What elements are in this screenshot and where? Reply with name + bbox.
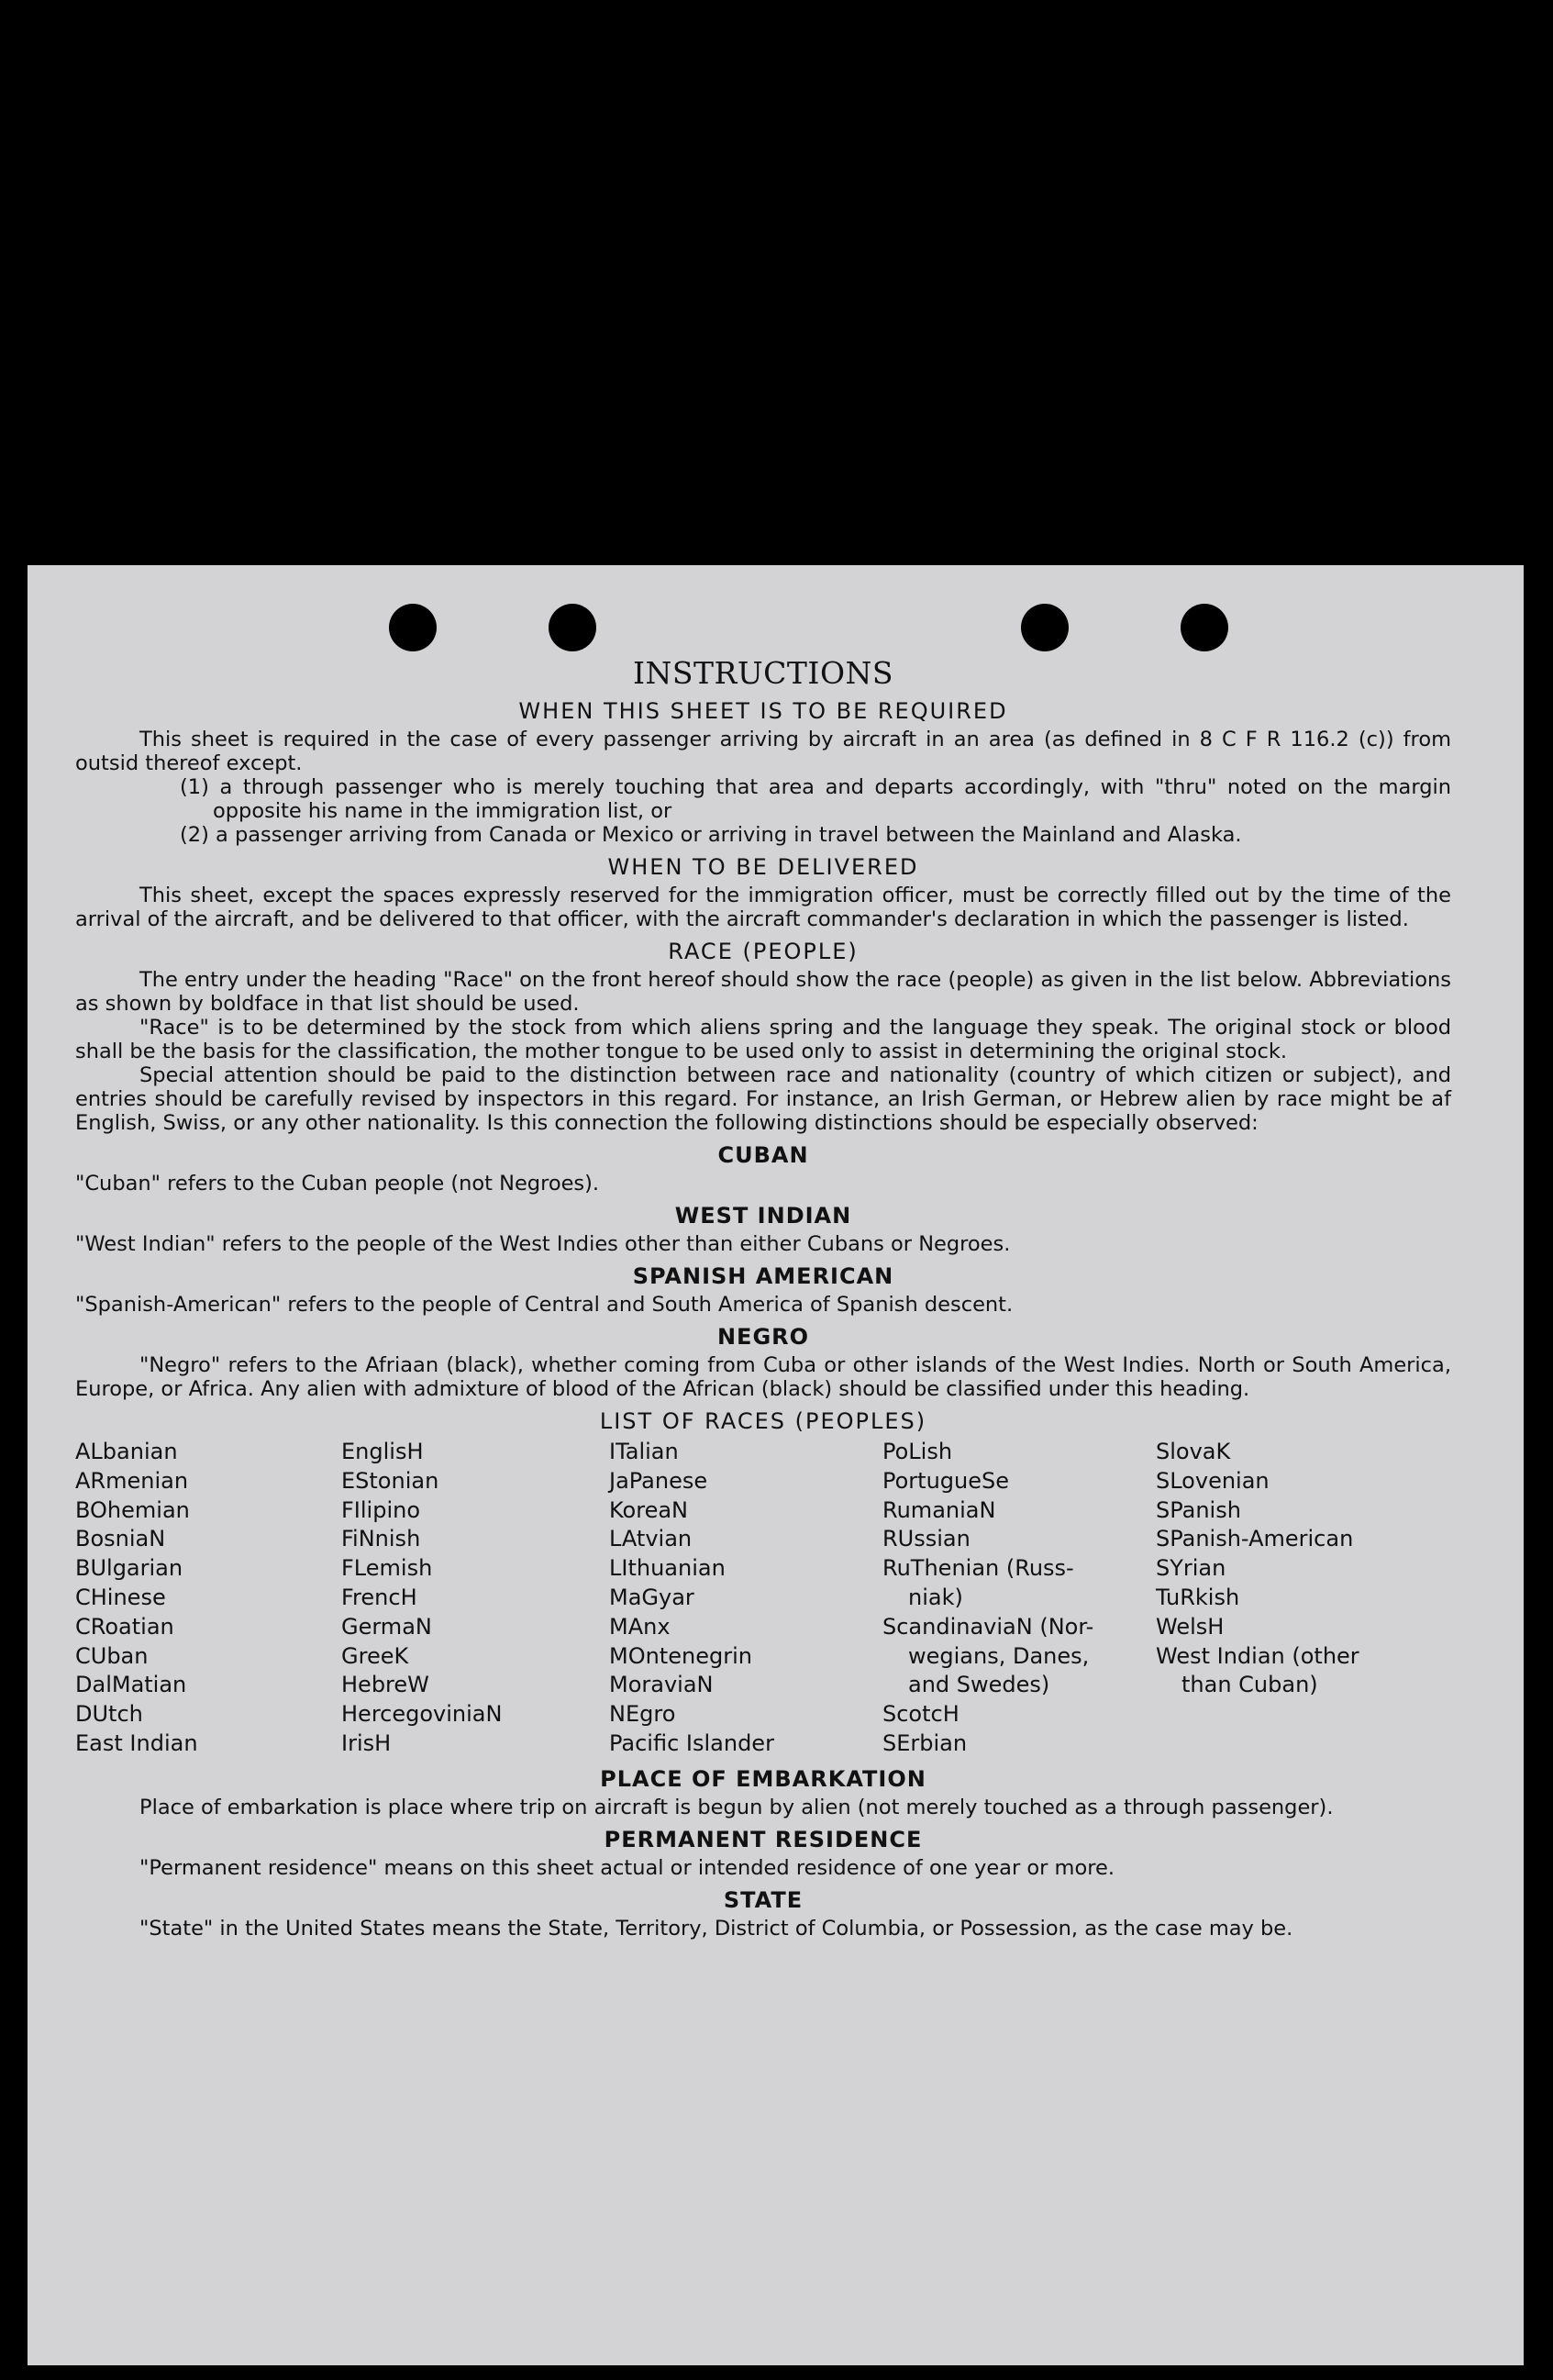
race-entry: SlovaK bbox=[1156, 1439, 1231, 1464]
race-entry: HercegoviniaN bbox=[341, 1701, 503, 1728]
section-heading: PERMANENT RESIDENCE bbox=[604, 1826, 923, 1852]
section-heading: RACE (PEOPLE) bbox=[668, 939, 859, 964]
race-list bbox=[75, 1438, 1451, 1759]
race-entry: ITalian bbox=[609, 1439, 679, 1464]
race-entry: East Indian bbox=[75, 1729, 198, 1756]
section-heading: SPANISH AMERICAN bbox=[632, 1263, 894, 1289]
paragraph: This sheet, except the spaces expressly reserved for the immigration officer, must be correctly filled out by the time of the arrival of the aircraft, and be delivered to that officer, with the aircraft commander's declaration in which the passenger is listed. bbox=[75, 884, 1451, 931]
race-entry: IrisH bbox=[341, 1729, 392, 1756]
race-entry: LAtvian bbox=[609, 1526, 693, 1552]
section-heading: LIST OF RACES (PEOPLES) bbox=[599, 1408, 927, 1434]
race-entry: SPanish bbox=[1156, 1496, 1241, 1523]
race-entry: FrencH bbox=[341, 1584, 417, 1610]
race-column bbox=[882, 1438, 1156, 1759]
race-entry: ALbanian bbox=[75, 1439, 178, 1464]
race-column bbox=[75, 1438, 341, 1759]
race-entry: SYrian bbox=[1156, 1555, 1226, 1582]
race-entry: FLemish bbox=[341, 1555, 433, 1582]
race-entry: wegians, Danes, bbox=[908, 1642, 1090, 1669]
race-entry: KoreaN bbox=[609, 1496, 688, 1523]
race-entry: PortugueSe bbox=[882, 1467, 1009, 1494]
race-entry: and Swedes) bbox=[908, 1672, 1050, 1698]
race-entry: DUtch bbox=[75, 1701, 143, 1728]
section-heading: NEGRO bbox=[716, 1324, 810, 1350]
race-entry: CHinese bbox=[75, 1584, 166, 1610]
race-entry: EStonian bbox=[341, 1467, 439, 1494]
section-heading: WHEN TO BE DELIVERED bbox=[607, 854, 919, 880]
race-entry: EnglisH bbox=[341, 1439, 424, 1464]
section-heading: PLACE OF EMBARKATION bbox=[600, 1765, 926, 1792]
document-body bbox=[75, 642, 1451, 1941]
section-heading: WHEN THIS SHEET IS TO BE REQUIRED bbox=[518, 698, 1008, 724]
paragraph: "Race" is to be determined by the stock from which aliens spring and the language they speak. The original stock or blood shall be the basis for the classification, the mother tongue to be used only to assist in determining the original stock. bbox=[75, 1016, 1451, 1063]
race-entry: SErbian bbox=[882, 1729, 968, 1756]
paragraph: "Negro" refers to the Afriaan (black), whether coming from Cuba or other islands of the West Indies. North or South America, Europe, or Africa. Any alien with admixture of blood of the African (black) should be classified under this heading. bbox=[75, 1353, 1451, 1401]
race-entry: BosniaN bbox=[75, 1526, 166, 1552]
paragraph: Special attention should be paid to the distinction between race and nationality (country of which citizen or subject), and entries should be carefully revised by inspectors in this regard. For instance, an Irish German, or Hebrew alien by race might be af English, Swiss, or any other nationality. Is this connection the following distinctions should be especially observed: bbox=[75, 1063, 1451, 1135]
race-entry: PoLish bbox=[882, 1439, 953, 1464]
race-entry: BUlgarian bbox=[75, 1555, 183, 1582]
paragraph: Place of embarkation is place where trip on aircraft is begun by alien (not merely touched as a through passenger). bbox=[139, 1795, 1334, 1819]
race-entry: MAnx bbox=[609, 1613, 671, 1640]
race-entry: LIthuanian bbox=[609, 1555, 726, 1582]
race-entry: FiNnish bbox=[341, 1526, 421, 1552]
race-entry: HebreW bbox=[341, 1672, 429, 1698]
race-entry: GermaN bbox=[341, 1613, 432, 1640]
race-entry: MaGyar bbox=[609, 1584, 694, 1610]
race-entry: DalMatian bbox=[75, 1672, 187, 1698]
section-heading: STATE bbox=[723, 1886, 804, 1913]
race-entry: BOhemian bbox=[75, 1496, 190, 1523]
race-entry: RumaniaN bbox=[882, 1496, 996, 1523]
race-entry: RUssian bbox=[882, 1526, 971, 1552]
race-column bbox=[609, 1438, 882, 1759]
race-entry: MoraviaN bbox=[609, 1672, 714, 1698]
race-entry: GreeK bbox=[341, 1642, 409, 1669]
race-entry: WelsH bbox=[1156, 1613, 1225, 1640]
race-entry: NEgro bbox=[609, 1701, 676, 1728]
race-entry: FIlipino bbox=[341, 1496, 421, 1523]
page-title: INSTRUCTIONS bbox=[632, 655, 894, 691]
race-entry: CUban bbox=[75, 1642, 149, 1669]
section-heading: WEST INDIAN bbox=[674, 1203, 852, 1229]
race-column bbox=[341, 1438, 609, 1759]
list-item: (2) a passenger arriving from Canada or Mexico or arriving in travel between the Mainland and Alaska. bbox=[180, 823, 1242, 847]
race-entry: Pacific Islander bbox=[609, 1729, 774, 1756]
race-entry: ARmenian bbox=[75, 1467, 189, 1494]
paragraph: "West Indian" refers to the people of the West Indies other than either Cubans or Negroes. bbox=[75, 1232, 1011, 1256]
race-entry: JaPanese bbox=[609, 1467, 708, 1494]
race-entry: TuRkish bbox=[1156, 1584, 1240, 1610]
list-item: (1) a through passenger who is merely touching that area and departs accordingly, with "thru" noted on the margin opposite his name in the immigration list, or bbox=[180, 775, 1451, 823]
race-entry: SPanish-American bbox=[1156, 1526, 1354, 1552]
paragraph: The entry under the heading "Race" on the front hereof should show the race (people) as given in the list below. Abbreviations as shown by boldface in that list should be used. bbox=[75, 968, 1451, 1016]
paragraph: "Cuban" refers to the Cuban people (not Negroes). bbox=[75, 1172, 600, 1196]
race-entry: niak) bbox=[908, 1584, 963, 1610]
race-entry: RuThenian (Russ- bbox=[882, 1555, 1074, 1582]
paragraph: "State" in the United States means the State, Territory, District of Columbia, or Possession, as the case may be. bbox=[139, 1916, 1293, 1941]
paragraph: "Spanish-American" refers to the people of Central and South America of Spanish descent. bbox=[75, 1293, 1014, 1317]
race-entry: MOntenegrin bbox=[609, 1642, 752, 1669]
section-heading: CUBAN bbox=[717, 1142, 809, 1168]
paragraph: "Permanent residence" means on this sheet actual or intended residence of one year or more. bbox=[139, 1855, 1115, 1880]
race-entry: SLovenian bbox=[1156, 1467, 1270, 1494]
race-entry: CRoatian bbox=[75, 1613, 174, 1640]
race-column bbox=[1156, 1438, 1394, 1759]
race-entry: ScandinaviaN (Nor- bbox=[882, 1613, 1094, 1640]
race-entry: ScotcH bbox=[882, 1701, 960, 1728]
race-entry: than Cuban) bbox=[1181, 1672, 1318, 1698]
race-entry: West Indian (other bbox=[1156, 1642, 1359, 1669]
paragraph: This sheet is required in the case of every passenger arriving by aircraft in an area (as defined in 8 C F R 116.2 (c)) from outsid thereof except. bbox=[75, 728, 1451, 775]
